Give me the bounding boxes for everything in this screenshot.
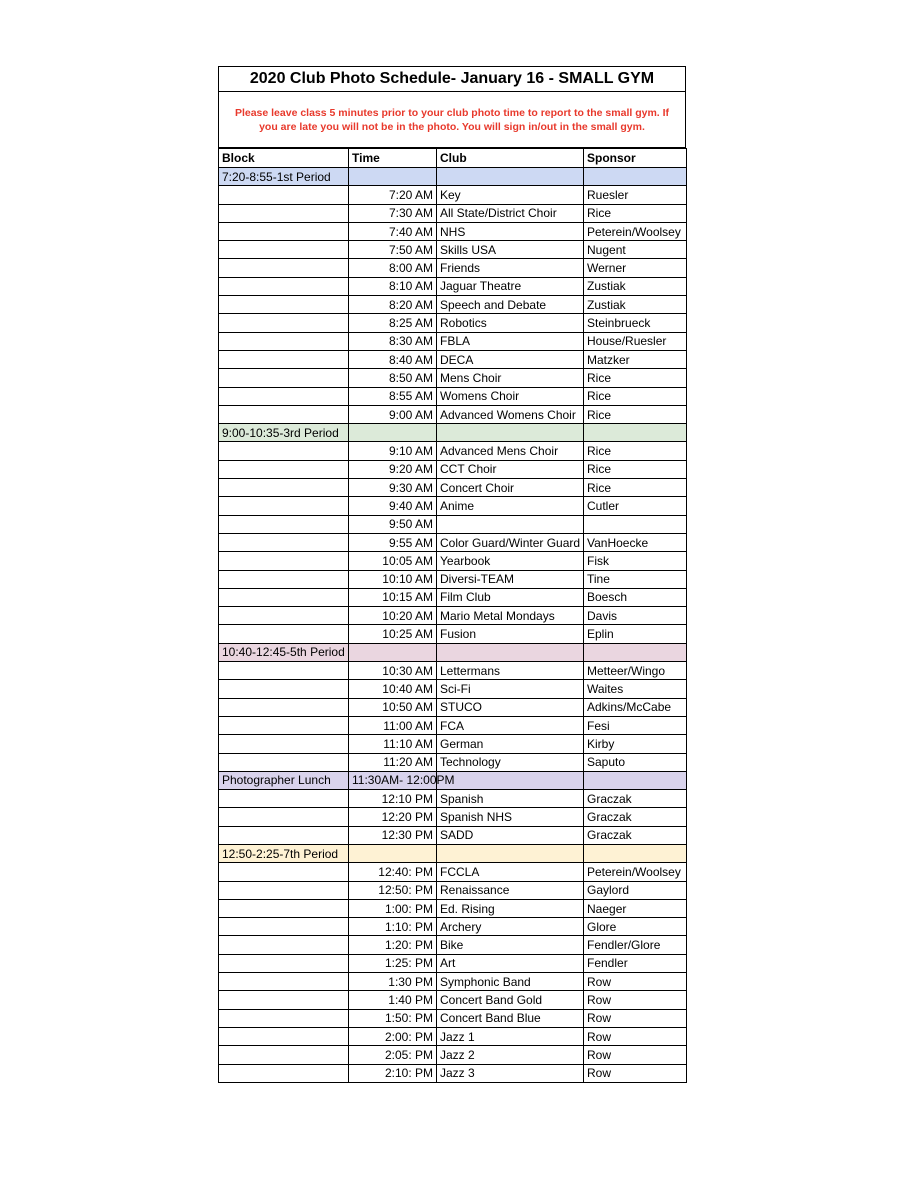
schedule-sheet [218, 66, 686, 1083]
club-cell: Speech and Debate [437, 296, 584, 314]
sponsor-cell: Matzker [584, 350, 687, 368]
table-row [219, 753, 687, 771]
time-cell: 10:40 AM [349, 680, 437, 698]
table-row [219, 826, 687, 844]
time-cell: 9:50 AM [349, 515, 437, 533]
time-cell [349, 424, 437, 442]
time-cell: 7:20 AM [349, 186, 437, 204]
sponsor-cell: Boesch [584, 588, 687, 606]
block-cell [219, 186, 349, 204]
table-row [219, 332, 687, 350]
time-cell: 2:00: PM [349, 1027, 437, 1045]
table-row [219, 552, 687, 570]
time-cell: 9:10 AM [349, 442, 437, 460]
club-cell: Sci-Fi [437, 680, 584, 698]
time-cell: 1:25: PM [349, 954, 437, 972]
time-cell: 1:40 PM [349, 991, 437, 1009]
table-row [219, 533, 687, 551]
table-row [219, 680, 687, 698]
block-cell: 9:00-10:35-3rd Period [219, 424, 349, 442]
table-row [219, 314, 687, 332]
club-cell: Lettermans [437, 662, 584, 680]
block-cell [219, 826, 349, 844]
sponsor-cell [584, 844, 687, 862]
table-row [219, 790, 687, 808]
schedule-title: 2020 Club Photo Schedule- January 16 - SMALL GYM [218, 66, 686, 92]
block-cell [219, 863, 349, 881]
club-cell: NHS [437, 222, 584, 240]
sponsor-cell: Rice [584, 369, 687, 387]
time-cell: 8:50 AM [349, 369, 437, 387]
table-row [219, 808, 687, 826]
club-cell [437, 424, 584, 442]
sponsor-cell: Graczak [584, 790, 687, 808]
club-cell: Technology [437, 753, 584, 771]
time-cell: 8:00 AM [349, 259, 437, 277]
block-cell [219, 442, 349, 460]
time-cell: 9:40 AM [349, 497, 437, 515]
notice-text: Please leave class 5 minutes prior to your club photo time to report to the small gym. If you are late you will not be in the photo. You will sign in/out in the small gym. [218, 92, 686, 148]
table-row [219, 387, 687, 405]
block-cell [219, 973, 349, 991]
club-cell: Yearbook [437, 552, 584, 570]
sponsor-cell: Fendler/Glore [584, 936, 687, 954]
sponsor-cell: Row [584, 973, 687, 991]
block-cell [219, 735, 349, 753]
table-row [219, 918, 687, 936]
sponsor-cell [584, 771, 687, 789]
club-cell: Advanced Womens Choir [437, 405, 584, 423]
time-cell: 7:30 AM [349, 204, 437, 222]
block-header-row [219, 168, 687, 186]
time-cell: 9:20 AM [349, 460, 437, 478]
club-cell: German [437, 735, 584, 753]
club-cell: Symphonic Band [437, 973, 584, 991]
block-cell [219, 332, 349, 350]
table-row [219, 1064, 687, 1082]
block-header-row [219, 771, 687, 789]
column-header-time: Time [349, 149, 437, 168]
block-cell [219, 369, 349, 387]
time-cell: 11:30AM- 12:00PM [349, 771, 437, 789]
table-row [219, 442, 687, 460]
sponsor-cell: Saputo [584, 753, 687, 771]
block-cell [219, 222, 349, 240]
time-cell: 2:10: PM [349, 1064, 437, 1082]
block-cell [219, 1046, 349, 1064]
sponsor-cell: Glore [584, 918, 687, 936]
club-cell: Color Guard/Winter Guard [437, 533, 584, 551]
sponsor-cell: Nugent [584, 241, 687, 259]
block-cell [219, 1009, 349, 1027]
block-cell [219, 204, 349, 222]
time-cell: 2:05: PM [349, 1046, 437, 1064]
sponsor-cell: Graczak [584, 808, 687, 826]
club-cell [437, 771, 584, 789]
table-row [219, 881, 687, 899]
club-cell: All State/District Choir [437, 204, 584, 222]
table-row [219, 662, 687, 680]
block-cell [219, 314, 349, 332]
time-cell: 7:50 AM [349, 241, 437, 259]
column-header-club: Club [437, 149, 584, 168]
table-row [219, 241, 687, 259]
table-row [219, 277, 687, 295]
time-cell: 12:20 PM [349, 808, 437, 826]
block-cell [219, 1064, 349, 1082]
club-cell: Concert Choir [437, 479, 584, 497]
block-cell [219, 753, 349, 771]
schedule-rows [219, 168, 687, 1083]
block-cell [219, 277, 349, 295]
table-row [219, 588, 687, 606]
time-cell: 8:30 AM [349, 332, 437, 350]
club-cell: Friends [437, 259, 584, 277]
block-cell [219, 479, 349, 497]
table-row [219, 607, 687, 625]
block-cell [219, 991, 349, 1009]
block-header-row [219, 643, 687, 661]
time-cell: 12:30 PM [349, 826, 437, 844]
club-cell: STUCO [437, 698, 584, 716]
table-row [219, 698, 687, 716]
table-row [219, 497, 687, 515]
sponsor-cell: Tine [584, 570, 687, 588]
table-row [219, 186, 687, 204]
block-cell [219, 625, 349, 643]
sponsor-cell: Waites [584, 680, 687, 698]
block-cell [219, 350, 349, 368]
block-cell [219, 662, 349, 680]
block-cell [219, 899, 349, 917]
sponsor-cell: Eplin [584, 625, 687, 643]
sponsor-cell: Rice [584, 442, 687, 460]
time-cell: 8:20 AM [349, 296, 437, 314]
time-cell: 8:55 AM [349, 387, 437, 405]
sponsor-cell: Adkins/McCabe [584, 698, 687, 716]
block-cell: 12:50-2:25-7th Period [219, 844, 349, 862]
sponsor-cell: VanHoecke [584, 533, 687, 551]
club-cell: Key [437, 186, 584, 204]
time-cell: 12:40: PM [349, 863, 437, 881]
sponsor-cell: House/Ruesler [584, 332, 687, 350]
sponsor-cell: Rice [584, 387, 687, 405]
sponsor-cell: Rice [584, 204, 687, 222]
club-cell: Jazz 3 [437, 1064, 584, 1082]
club-cell: DECA [437, 350, 584, 368]
club-cell: SADD [437, 826, 584, 844]
sponsor-cell: Rice [584, 405, 687, 423]
time-cell: 10:10 AM [349, 570, 437, 588]
time-cell: 1:30 PM [349, 973, 437, 991]
block-cell [219, 296, 349, 314]
header-row [219, 149, 687, 168]
block-cell [219, 918, 349, 936]
sponsor-cell: Metteer/Wingo [584, 662, 687, 680]
block-cell [219, 716, 349, 734]
sponsor-cell: Fesi [584, 716, 687, 734]
table-row [219, 1009, 687, 1027]
block-cell [219, 808, 349, 826]
block-cell [219, 259, 349, 277]
table-row [219, 625, 687, 643]
table-row [219, 369, 687, 387]
club-cell: Ed. Rising [437, 899, 584, 917]
sponsor-cell: Gaylord [584, 881, 687, 899]
club-cell [437, 515, 584, 533]
time-cell [349, 844, 437, 862]
club-cell: Bike [437, 936, 584, 954]
time-cell: 12:10 PM [349, 790, 437, 808]
sponsor-cell: Row [584, 991, 687, 1009]
table-row [219, 716, 687, 734]
sponsor-cell: Rice [584, 479, 687, 497]
block-cell [219, 936, 349, 954]
time-cell: 10:20 AM [349, 607, 437, 625]
sponsor-cell: Fisk [584, 552, 687, 570]
club-cell: FBLA [437, 332, 584, 350]
table-row [219, 863, 687, 881]
club-cell: CCT Choir [437, 460, 584, 478]
column-header-sponsor: Sponsor [584, 149, 687, 168]
sponsor-cell: Zustiak [584, 296, 687, 314]
sponsor-cell: Davis [584, 607, 687, 625]
block-cell [219, 954, 349, 972]
sponsor-cell: Row [584, 1027, 687, 1045]
time-cell: 1:00: PM [349, 899, 437, 917]
club-cell: Fusion [437, 625, 584, 643]
club-cell: Spanish NHS [437, 808, 584, 826]
sponsor-cell [584, 168, 687, 186]
table-row [219, 296, 687, 314]
time-cell: 11:00 AM [349, 716, 437, 734]
table-row [219, 479, 687, 497]
club-cell: Mens Choir [437, 369, 584, 387]
sponsor-cell: Naeger [584, 899, 687, 917]
block-cell [219, 607, 349, 625]
sponsor-cell: Row [584, 1064, 687, 1082]
table-row [219, 954, 687, 972]
club-cell: FCCLA [437, 863, 584, 881]
time-cell: 1:20: PM [349, 936, 437, 954]
block-cell: 7:20-8:55-1st Period [219, 168, 349, 186]
table-row [219, 973, 687, 991]
table-row [219, 570, 687, 588]
block-header-row [219, 424, 687, 442]
club-cell: Spanish [437, 790, 584, 808]
block-cell [219, 497, 349, 515]
sponsor-cell: Werner [584, 259, 687, 277]
block-cell [219, 241, 349, 259]
sponsor-cell: Kirby [584, 735, 687, 753]
sponsor-cell: Row [584, 1009, 687, 1027]
block-cell [219, 405, 349, 423]
table-row [219, 222, 687, 240]
time-cell: 9:00 AM [349, 405, 437, 423]
club-cell: Mario Metal Mondays [437, 607, 584, 625]
table-row [219, 936, 687, 954]
club-cell: Advanced Mens Choir [437, 442, 584, 460]
club-cell: Film Club [437, 588, 584, 606]
club-cell: Jazz 1 [437, 1027, 584, 1045]
club-cell: Jaguar Theatre [437, 277, 584, 295]
table-row [219, 899, 687, 917]
block-cell [219, 460, 349, 478]
block-cell [219, 515, 349, 533]
time-cell: 10:50 AM [349, 698, 437, 716]
club-cell: Archery [437, 918, 584, 936]
sponsor-cell: Graczak [584, 826, 687, 844]
time-cell [349, 168, 437, 186]
column-header-block: Block [219, 149, 349, 168]
block-cell: 10:40-12:45-5th Period [219, 643, 349, 661]
sponsor-cell [584, 515, 687, 533]
club-cell: Jazz 2 [437, 1046, 584, 1064]
time-cell: 1:50: PM [349, 1009, 437, 1027]
time-cell: 8:40 AM [349, 350, 437, 368]
block-cell [219, 1027, 349, 1045]
sponsor-cell: Peterein/Woolsey [584, 863, 687, 881]
club-cell [437, 844, 584, 862]
table-row [219, 350, 687, 368]
block-cell [219, 881, 349, 899]
club-cell [437, 168, 584, 186]
time-cell: 9:30 AM [349, 479, 437, 497]
club-cell: Womens Choir [437, 387, 584, 405]
table-row [219, 460, 687, 478]
block-cell [219, 680, 349, 698]
block-cell: Photographer Lunch [219, 771, 349, 789]
block-cell [219, 570, 349, 588]
table-row [219, 405, 687, 423]
time-cell: 8:10 AM [349, 277, 437, 295]
sponsor-cell: Ruesler [584, 186, 687, 204]
table-row [219, 991, 687, 1009]
block-cell [219, 790, 349, 808]
time-cell: 11:20 AM [349, 753, 437, 771]
sponsor-cell [584, 424, 687, 442]
block-cell [219, 552, 349, 570]
sponsor-cell: Peterein/Woolsey [584, 222, 687, 240]
club-cell: Renaissance [437, 881, 584, 899]
time-cell: 7:40 AM [349, 222, 437, 240]
sponsor-cell: Zustiak [584, 277, 687, 295]
sponsor-cell: Steinbrueck [584, 314, 687, 332]
club-cell: Robotics [437, 314, 584, 332]
block-cell [219, 588, 349, 606]
time-cell: 10:05 AM [349, 552, 437, 570]
block-cell [219, 533, 349, 551]
table-row [219, 735, 687, 753]
club-cell: Skills USA [437, 241, 584, 259]
table-row [219, 515, 687, 533]
time-cell: 9:55 AM [349, 533, 437, 551]
time-cell: 10:30 AM [349, 662, 437, 680]
sponsor-cell: Fendler [584, 954, 687, 972]
time-cell: 10:25 AM [349, 625, 437, 643]
time-cell: 10:15 AM [349, 588, 437, 606]
time-cell [349, 643, 437, 661]
club-cell: Art [437, 954, 584, 972]
sponsor-cell [584, 643, 687, 661]
club-cell: Diversi-TEAM [437, 570, 584, 588]
sponsor-cell: Row [584, 1046, 687, 1064]
table-row [219, 1046, 687, 1064]
sponsor-cell: Rice [584, 460, 687, 478]
table-row [219, 1027, 687, 1045]
time-cell: 12:50: PM [349, 881, 437, 899]
club-cell: Concert Band Blue [437, 1009, 584, 1027]
club-cell: FCA [437, 716, 584, 734]
table-row [219, 204, 687, 222]
schedule-table [218, 148, 687, 1083]
club-cell [437, 643, 584, 661]
time-cell: 1:10: PM [349, 918, 437, 936]
club-cell: Concert Band Gold [437, 991, 584, 1009]
block-cell [219, 698, 349, 716]
club-cell: Anime [437, 497, 584, 515]
sponsor-cell: Cutler [584, 497, 687, 515]
time-cell: 11:10 AM [349, 735, 437, 753]
block-header-row [219, 844, 687, 862]
time-cell: 8:25 AM [349, 314, 437, 332]
table-row [219, 259, 687, 277]
block-cell [219, 387, 349, 405]
